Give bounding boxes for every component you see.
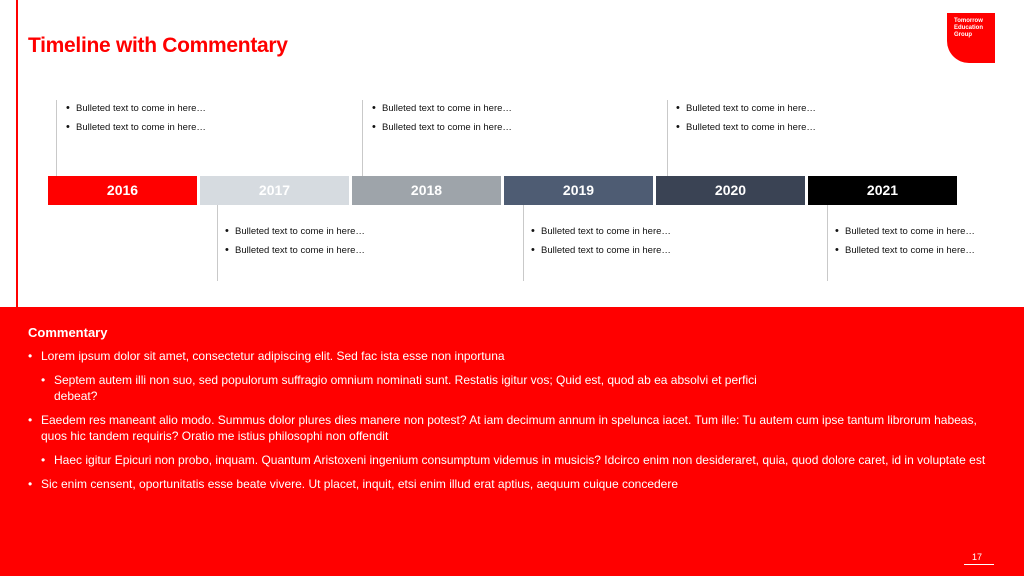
year-2019: 2019 (504, 176, 653, 205)
bullets-2016 (66, 102, 206, 140)
bullets-2018 (372, 102, 512, 140)
commentary-panel (0, 307, 1024, 576)
commentary-subitem: • Septem autem illi non suo, sed populorum suffragio omnium nominati sunt. Restatis igitur vos; Quid est, quod ab ea absolvi et perfici debeat? (41, 372, 774, 404)
commentary-item: • Eaedem res maneant alio modo. Summus dolor plures dies manere non potest? At iam decimum annum in spelunca iacet. Tum ille: Tu autem cum ipse tantum librorum habeas, quos hic tandem requiris? Oratio me istius philosophi non offendit (28, 412, 1003, 444)
bullet-item: • Bulleted text to come in here… (372, 102, 512, 121)
page-number-underline (964, 564, 994, 565)
connector-top-2016 (56, 100, 57, 176)
logo-text: Tomorrow Education Group (954, 18, 984, 38)
bullet-item: • Bulleted text to come in here… (225, 244, 365, 263)
year-2020: 2020 (656, 176, 805, 205)
commentary-subitem: • Haec igitur Epicuri non probo, inquam. Quantum Aristoxeni ingenium consumptum videmus in musicis? Idcirco enim non desideraret, quia, quod dolore caret, id in voluptate est (41, 452, 1003, 468)
bullet-item: • Bulleted text to come in here… (531, 244, 671, 263)
bullet-item: • Bulleted text to come in here… (66, 121, 206, 140)
bullet-item: • Bulleted text to come in here… (225, 225, 365, 244)
year-2017: 2017 (200, 176, 349, 205)
bullet-item: • Bulleted text to come in here… (372, 121, 512, 140)
bullet-item: • Bulleted text to come in here… (531, 225, 671, 244)
connector-top-2020 (667, 100, 668, 176)
bullet-item: • Bulleted text to come in here… (676, 121, 816, 140)
connector-bottom-2017 (217, 205, 218, 281)
page-number: 17 (972, 552, 983, 562)
bullet-item: • Bulleted text to come in here… (835, 244, 975, 263)
commentary-heading: Commentary (28, 325, 108, 340)
connector-bottom-2021 (827, 205, 828, 281)
commentary-list (28, 348, 1003, 500)
commentary-item: • Sic enim censent, oportunitatis esse beate vivere. Ut placet, inquit, etsi enim illud erat aptius, aequum cuique concedere (28, 476, 1003, 492)
year-2016: 2016 (48, 176, 197, 205)
year-2018: 2018 (352, 176, 501, 205)
connector-top-2018 (362, 100, 363, 176)
bullets-2021 (835, 225, 975, 263)
page-title: Timeline with Commentary (28, 34, 288, 57)
bullet-item: • Bulleted text to come in here… (676, 102, 816, 121)
commentary-item: • Lorem ipsum dolor sit amet, consectetur adipiscing elit. Sed fac ista esse non inportuna (28, 348, 1003, 364)
bullet-item: • Bulleted text to come in here… (835, 225, 975, 244)
year-2021: 2021 (808, 176, 957, 205)
bullets-2020 (676, 102, 816, 140)
connector-bottom-2019 (523, 205, 524, 281)
bullet-item: • Bulleted text to come in here… (66, 102, 206, 121)
bullets-2019 (531, 225, 671, 263)
brand-logo (947, 13, 995, 63)
bullets-2017 (225, 225, 365, 263)
